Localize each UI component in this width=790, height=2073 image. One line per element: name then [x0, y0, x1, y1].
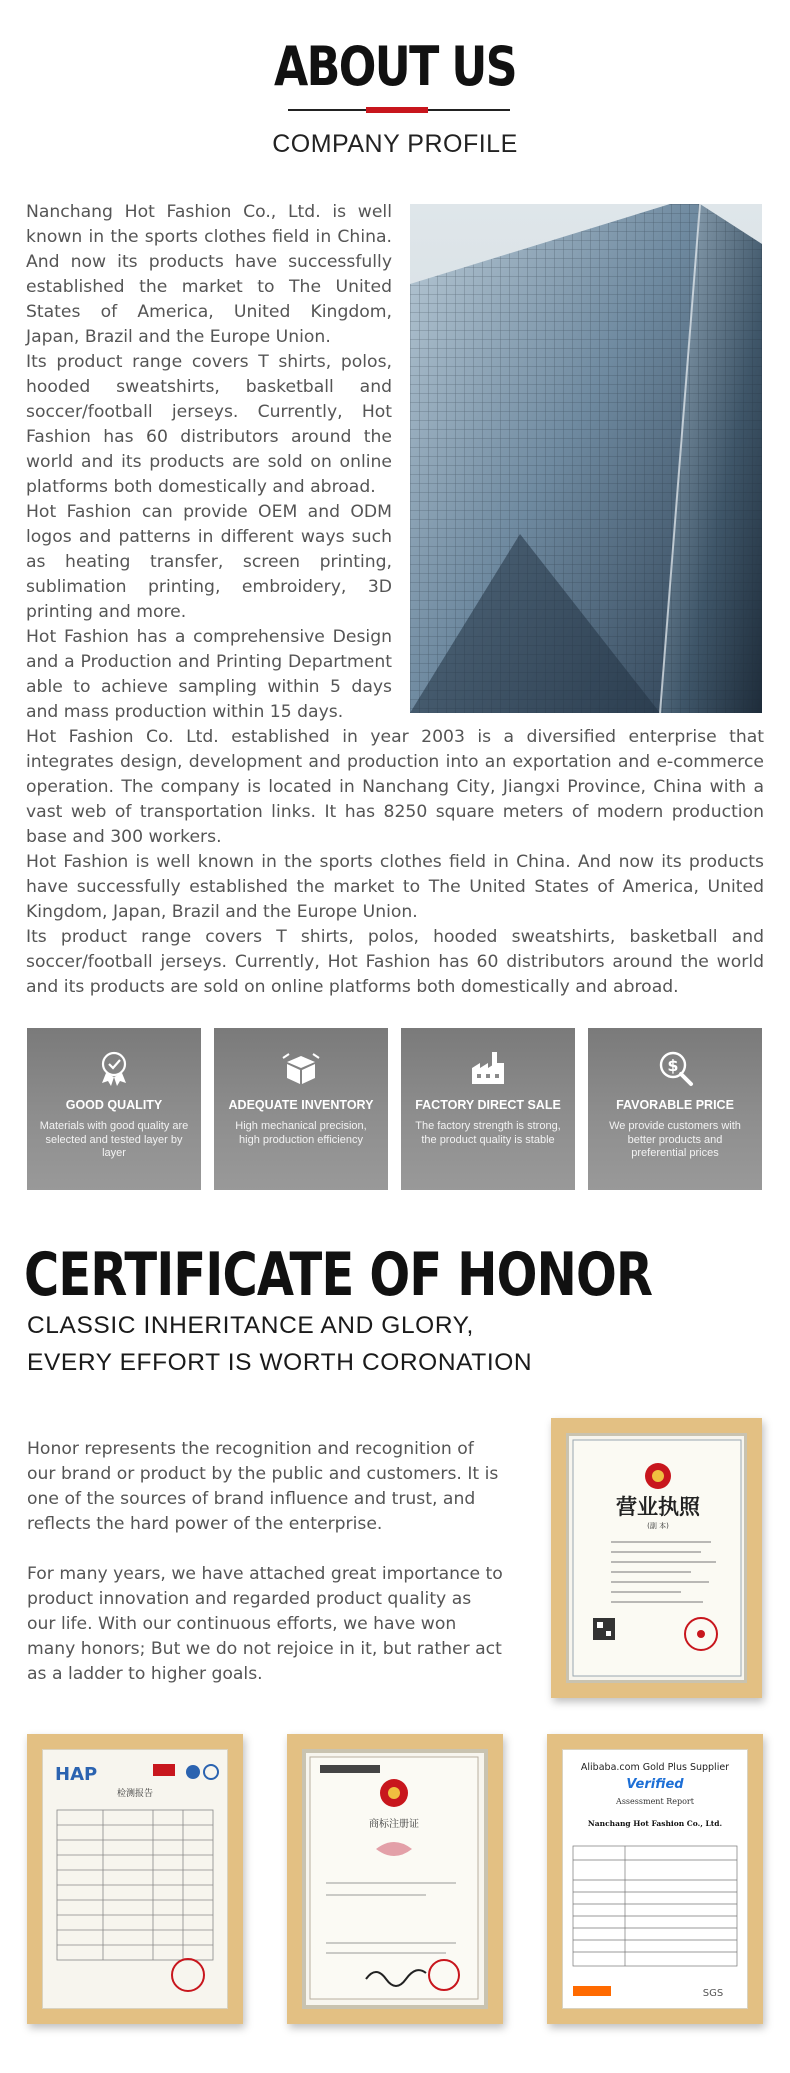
license-heading: 营业执照 [616, 1495, 700, 1519]
inventory-box-icon [281, 1048, 321, 1088]
certificate-subtitle-line2: EVERY EFFORT IS WORTH CORONATION [27, 1349, 533, 1376]
feature-title: FACTORY DIRECT SALE [415, 1098, 561, 1112]
feature-title: FAVORABLE PRICE [616, 1098, 734, 1112]
section-subtitle: COMPANY PROFILE [272, 130, 518, 158]
hap-logo: HAP [55, 1764, 98, 1785]
intro-paragraph: Hot Fashion is well known in the sports clothes field in China. And now its products have successfully established the market to The United States of America, United Kingdom, Japan, Brazil and the Europe Union. [26, 852, 764, 922]
quality-medal-icon [94, 1048, 134, 1088]
verified-badge: Verified [626, 1777, 684, 1792]
business-license-certificate [551, 1418, 762, 1698]
intro-paragraph: Hot Fashion Co. Ltd. established in year 2003 is a diversified enterprise that integrates design, development and production into an exportation and e-commerce operation. The company is located in Nanchang City, Jiangxi Province, China with a vast web of transportation links. It has 8250 square meters of modern production base and 300 workers. [26, 727, 764, 847]
certificate-subtitle-line1: CLASSIC INHERITANCE AND GLORY, [27, 1312, 474, 1339]
feature-tile-good-quality [27, 1028, 201, 1190]
feature-tile-favorable-price [588, 1028, 762, 1190]
honor-paragraph: Honor represents the recognition and recognition of our brand or product by the public and customers. It is one of the sources of brand influence and trust, and reflects the hard power of the enterprise. [27, 1439, 499, 1534]
alibaba-brand: Alibaba.com Gold Plus Supplier [580, 1762, 730, 1773]
honor-paragraph: For many years, we have attached great importance to product innovation and regarded product quality as our life. With our continuous efforts, we have won many honors; But we do not rejoice in it, but rather act as a ladder to higher goals. [27, 1564, 503, 1684]
office-building-photo [410, 204, 762, 713]
sgs-label: SGS [702, 1988, 724, 1999]
intro-paragraph: Nanchang Hot Fashion Co., Ltd. is well known in the sports clothes field in China. And now its products have successfully established the market to The United States of America, United Kingdom, Japan, Brazil and the Europe Union. [26, 202, 392, 347]
price-tag-icon [655, 1048, 695, 1088]
trademark-certificate [287, 1734, 503, 2024]
page-title: ABOUT US [274, 35, 516, 98]
alibaba-verified-certificate [547, 1734, 763, 2024]
feature-tile-factory-direct-sale [401, 1028, 575, 1190]
test-report-certificate [27, 1734, 243, 2024]
alibaba-logo-icon [573, 1986, 611, 1996]
assessment-report-label: Assessment Report [616, 1797, 694, 1806]
factory-icon [468, 1048, 508, 1088]
intro-paragraph: Its product range covers T shirts, polos, hooded sweatshirts, basketball and soccer/football jerseys. Currently, Hot Fashion has 60 distributors around the world and its products are sold on online platforms both domestically and abroad. [26, 927, 764, 997]
lab-seal-icon [172, 1959, 204, 1991]
feature-title: GOOD QUALITY [65, 1098, 163, 1112]
intro-paragraph: Hot Fashion has a comprehensive Design and a Production and Printing Department able to achieve sampling within 5 days and mass production within 15 days. [26, 627, 392, 722]
feature-tile-adequate-inventory [214, 1028, 388, 1190]
intro-paragraph: Hot Fashion can provide OEM and ODM logos and patterns in different ways such as heating transfer, screen printing, sublimation printing, embroidery, 3D printing and more. [26, 502, 392, 622]
feature-title: ADEQUATE INVENTORY [228, 1098, 374, 1112]
license-sub: (副 本) [647, 1522, 669, 1530]
intro-paragraph: Its product range covers T shirts, polos, hooded sweatshirts, basketball and soccer/football jerseys. Currently, Hot Fashion has 60 distributors around the world and its products are sold on online platforms both domestically and abroad. [26, 352, 392, 497]
svg-text:$: $ [667, 1056, 679, 1075]
certificate-section-title: CERTIFICATE OF HONOR [24, 1240, 653, 1310]
feature-description: Materials with good quality are selected and tested layer by layer [39, 1120, 189, 1159]
feature-description: We provide customers with better products and preferential prices [609, 1120, 741, 1159]
test-report-heading: 检测报告 [116, 1789, 154, 1799]
feature-description: High mechanical precision, high production efficiency [235, 1120, 367, 1146]
feature-description: The factory strength is strong, the product quality is stable [415, 1120, 561, 1146]
trademark-heading: 商标注册证 [369, 1819, 419, 1830]
title-accent-bar [366, 107, 428, 113]
verified-company-name: Nanchang Hot Fashion Co., Ltd. [587, 1819, 723, 1828]
